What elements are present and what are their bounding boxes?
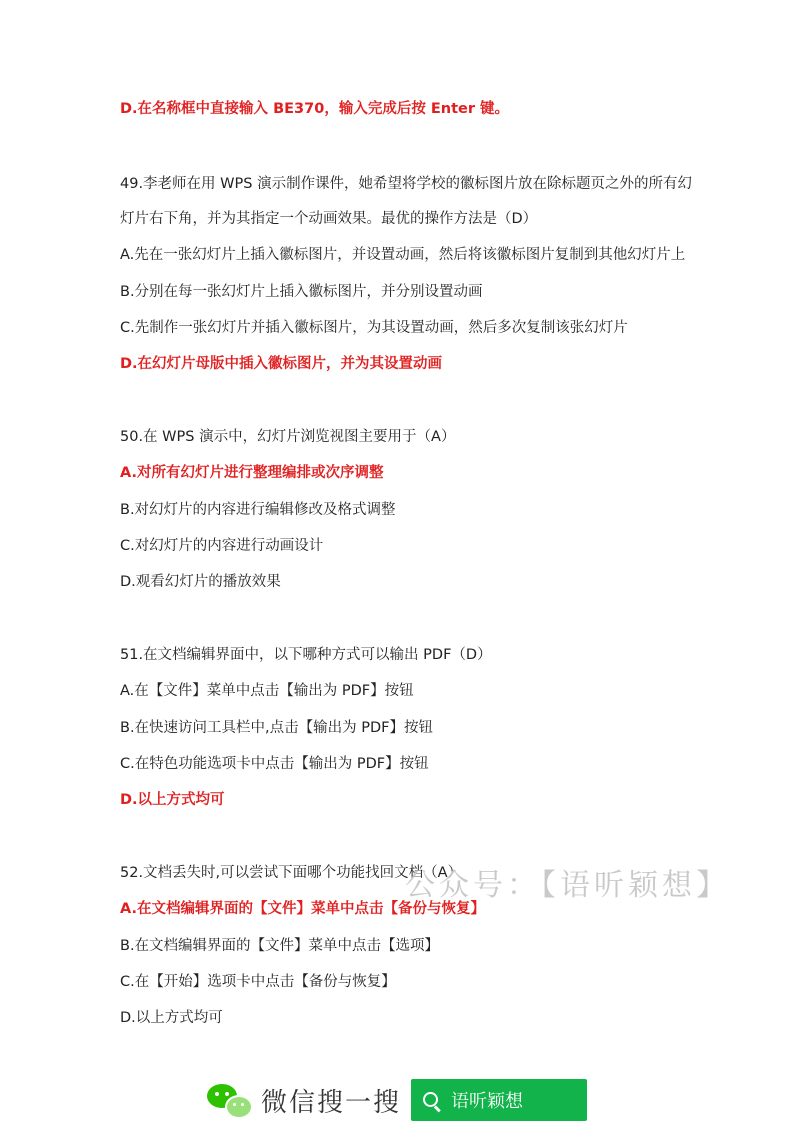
watermark-text: 公众号：【语听颖想】 [405,868,730,903]
wechat-search-text: 微信搜一搜 [261,1087,402,1118]
q50-option-b: B.对幻灯片的内容进行编辑修改及格式调整 [120,502,396,518]
q49-stem-line1: 49.李老师在用 WPS 演示制作课件，她希望将学校的徽标图片放在除标题页之外的所有幻 [120,176,693,192]
q49-option-c: C.先制作一张幻灯片并插入徽标图片，为其设置动画，然后多次复制该张幻灯片 [120,320,628,336]
q49-stem-line2: 灯片右下角，并为其指定一个动画效果。最优的操作方法是（D） [120,211,538,227]
q51-option-b: B.在快速访问工具栏中,点击【输出为 PDF】按钮 [120,720,434,736]
q50-option-c: C.对幻灯片的内容进行动画设计 [120,538,324,554]
q49-option-b: B.分别在每一张幻灯片上插入徽标图片，并分别设置动画 [120,284,483,300]
q51-option-d-answer: D.以上方式均可 [120,792,225,808]
search-button-label: 语听颖想 [451,1091,524,1112]
q50-option-d: D.观看幻灯片的播放效果 [120,574,281,590]
q49-option-a: A.先在一张幻灯片上插入徽标图片，并设置动画，然后将该徽标图片复制到其他幻灯片上 [120,247,686,263]
q52-option-d: D.以上方式均可 [120,1010,223,1026]
q52-stem: 52.文档丢失时,可以尝试下面哪个功能找回文档（A） [120,865,463,881]
q48-answer-d: D.在名称框中直接输入 BE370，输入完成后按 Enter 键。 [120,101,510,117]
q52-option-c: C.在【开始】选项卡中点击【备份与恢复】 [120,974,396,990]
q50-stem: 50.在 WPS 演示中，幻灯片浏览视图主要用于（A） [120,429,456,445]
q51-option-c: C.在特色功能选项卡中点击【输出为 PDF】按钮 [120,756,429,772]
q51-option-a: A.在【文件】菜单中点击【输出为 PDF】按钮 [120,683,414,699]
wechat-search-banner [205,1077,587,1123]
wechat-logo-icon [205,1080,251,1120]
q52-option-a-answer: A.在文档编辑界面的【文件】菜单中点击【备份与恢复】 [120,901,485,917]
q51-stem: 51.在文档编辑界面中，以下哪种方式可以输出 PDF（D） [120,647,492,663]
q50-option-a-answer: A.对所有幻灯片进行整理编排或次序调整 [120,465,384,481]
search-icon [423,1092,439,1108]
q49-option-d-answer: D.在幻灯片母版中插入徽标图片，并为其设置动画 [120,356,443,372]
q52-option-b: B.在文档编辑界面的【文件】菜单中点击【选项】 [120,938,440,954]
search-button[interactable] [411,1079,587,1121]
